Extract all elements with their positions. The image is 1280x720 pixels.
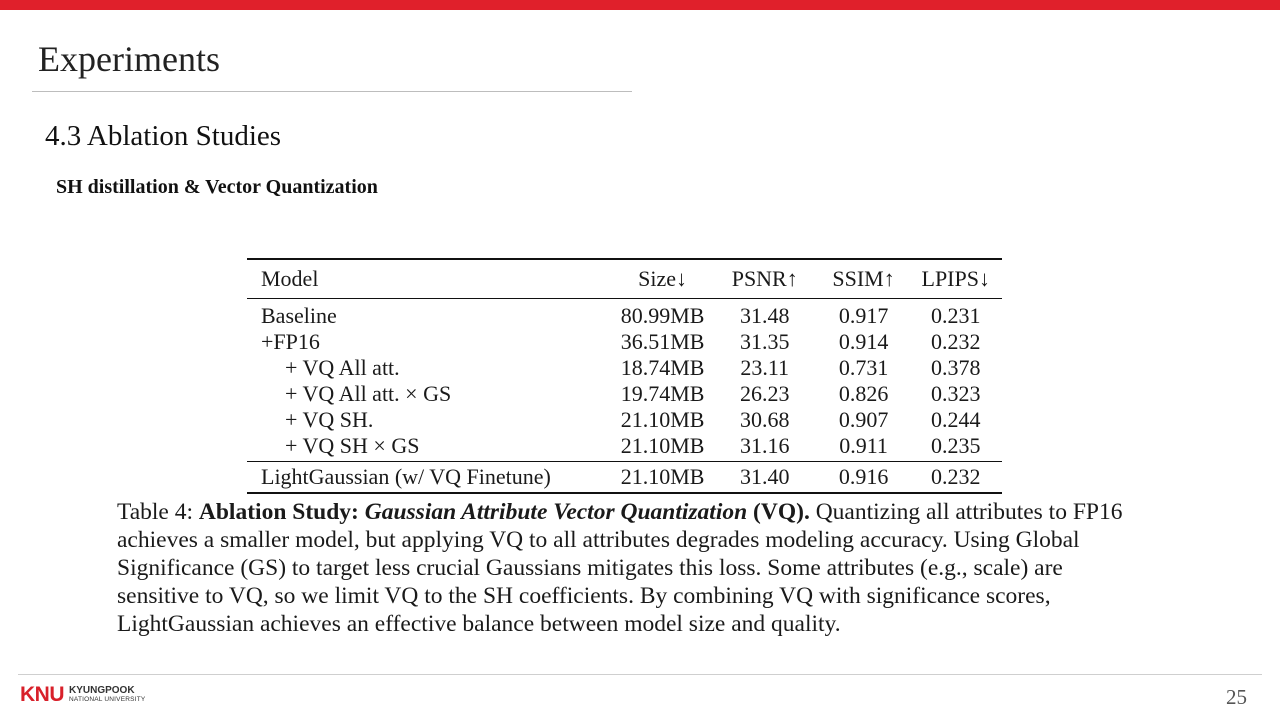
cell-size: 21.10MB — [620, 407, 705, 432]
cell-model: + VQ SH. — [285, 407, 374, 432]
cell-model: + VQ All att. × GS — [285, 381, 452, 406]
caption-bold-suffix: (VQ). — [747, 499, 810, 525]
cell-model: LightGaussian (w/ VQ Finetune) — [261, 464, 551, 489]
ablation-results-table — [247, 258, 1002, 494]
cell-model: +FP16 — [261, 329, 320, 354]
cell-psnr: 30.68 — [739, 407, 790, 432]
cell-lpips: 0.244 — [931, 407, 981, 432]
header-lpips: LPIPS↓ — [921, 266, 990, 291]
header-psnr: PSNR↑ — [731, 266, 798, 291]
slide-title: Experiments — [38, 39, 220, 79]
cell-lpips: 0.232 — [931, 464, 981, 489]
cell-psnr: 23.11 — [740, 355, 790, 380]
caption-prefix: Table 4: — [117, 499, 199, 525]
cell-ssim: 0.916 — [838, 464, 889, 489]
table-row — [247, 355, 1002, 381]
caption-bold-label: Ablation Study: — [198, 499, 365, 525]
cell-size: 21.10MB — [620, 464, 705, 489]
cell-psnr: 31.40 — [739, 464, 790, 489]
cell-lpips: 0.378 — [931, 355, 981, 380]
caption-bold-italic: Gaussian Attribute Vector Quantization — [364, 499, 748, 525]
header-ssim: SSIM↑ — [832, 266, 895, 291]
cell-size: 19.74MB — [620, 381, 705, 406]
cell-ssim: 0.731 — [838, 355, 889, 380]
knu-logo-mark: KNU — [20, 683, 64, 706]
logo-text — [69, 686, 145, 704]
title-divider — [32, 91, 632, 92]
cell-psnr: 31.48 — [739, 303, 790, 328]
table-row — [247, 329, 1002, 355]
footer-divider — [18, 674, 1262, 675]
cell-size: 36.51MB — [620, 329, 705, 354]
cell-psnr: 26.23 — [739, 381, 790, 406]
cell-ssim: 0.907 — [838, 407, 889, 432]
table-row — [247, 433, 1002, 462]
cell-size: 21.10MB — [620, 433, 705, 458]
cell-lpips: 0.235 — [931, 433, 981, 458]
cell-model: + VQ All att. — [285, 355, 400, 380]
subheading: SH distillation & Vector Quantization — [56, 176, 378, 198]
cell-model: + VQ SH × GS — [285, 433, 420, 458]
table-row — [247, 407, 1002, 433]
cell-size: 80.99MB — [620, 303, 705, 328]
table-row — [247, 381, 1002, 407]
logo-line1: KYUNGPOOK — [69, 685, 135, 696]
top-accent-bar — [0, 0, 1280, 10]
cell-ssim: 0.914 — [838, 329, 889, 354]
section-heading: 4.3 Ablation Studies — [45, 120, 282, 152]
header-size: Size↓ — [638, 266, 688, 291]
table-final-row — [247, 462, 1002, 494]
cell-ssim: 0.911 — [839, 433, 888, 458]
cell-size: 18.74MB — [620, 355, 705, 380]
cell-ssim: 0.826 — [838, 381, 889, 406]
university-logo — [20, 684, 145, 706]
page-number: 25 — [1226, 685, 1247, 709]
table-header-row — [247, 259, 1002, 299]
cell-lpips: 0.231 — [931, 303, 981, 328]
logo-line2: NATIONAL UNIVERSITY — [69, 696, 146, 703]
cell-lpips: 0.323 — [931, 381, 981, 406]
cell-lpips: 0.232 — [931, 329, 981, 354]
table-caption — [117, 498, 1147, 638]
caption-body: Quantizing all attributes to FP16 achieves a smaller model, but applying VQ to all attributes degrades modeling accuracy. Using Global Significance (GS) to target less crucial Gaussians mitigates this loss. Some attributes (e.g., scale) are sensitive to VQ, so we limit VQ to the SH coefficients. By combining VQ with significance scores, LightGaussian achieves an effective balance between model size and quality. — [117, 499, 1123, 637]
cell-model: Baseline — [261, 303, 337, 328]
results-table-container — [247, 258, 1002, 494]
cell-ssim: 0.917 — [838, 303, 889, 328]
header-model: Model — [261, 266, 319, 291]
table-row — [247, 299, 1002, 330]
cell-psnr: 31.16 — [739, 433, 790, 458]
cell-psnr: 31.35 — [739, 329, 790, 354]
